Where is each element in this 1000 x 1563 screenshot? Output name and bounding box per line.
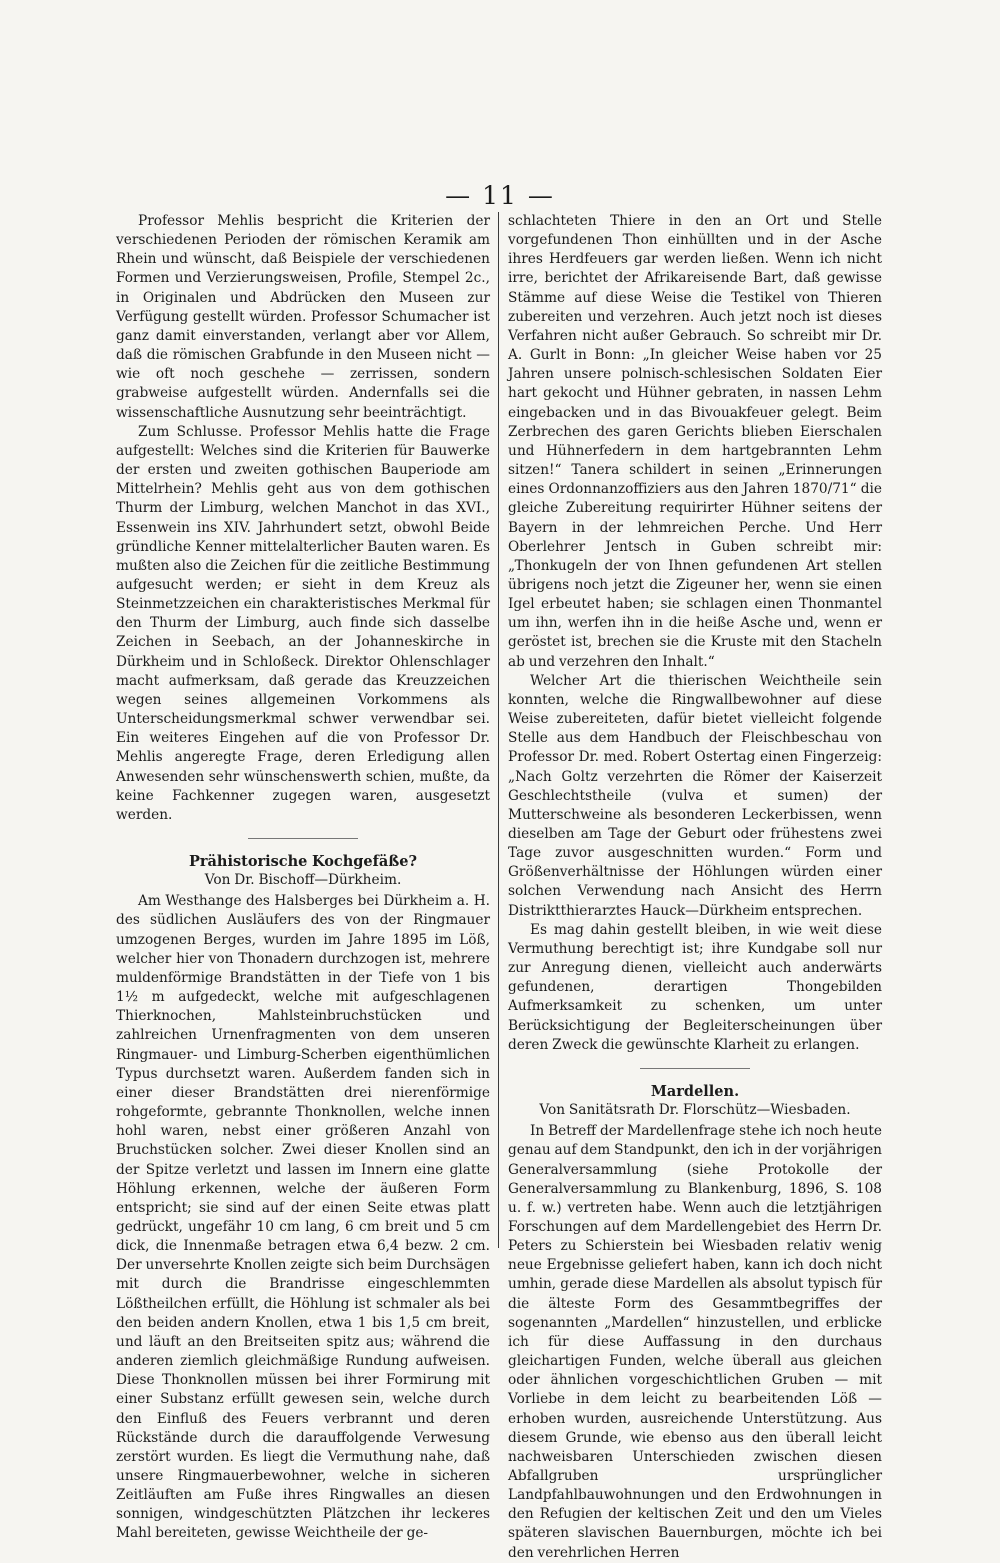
paragraph: In Betreff der Mardellenfrage stehe ich noch heute genau auf dem Standpunkt, den ich in der vorjährigen Generalversammlung (siehe Protokolle der Generalversammlung zu Blankenburg, 1896, S. 108 u. f. w.) vertreten habe. Wenn auch die letztjährigen Forschungen auf dem Mardellengebiet des Herrn Dr. Peters zu Schierstein bei Wiesbaden relativ wenig neue Ergebnisse geliefert haben, kann ich doch nicht umhin, gerade diese Mardellen als absolut typisch für die älteste Form des Gesammtbegriffes der sogenannten „Mardellen“ hinzustellen, und erblicke ich für diese Auffassung in den durchaus gleichartigen Funden, welche überall aus gleichen oder ähnlichen vorgeschichtlichen Gruben — mit Vorliebe in dem leicht zu bearbeitenden Löß — erhoben wurden, ausreichende Unterstützung. Aus diesem Grunde, wie ebenso aus den überall leicht nachweisbaren Unterschieden zwischen diesen Abfallgruben ursprünglicher Landpfahlbauwohnungen und den Erdwohnungen in den Refugien der keltischen Zeit und den um Vieles späteren slavischen Bauernburgen, möchte ich bei den verehrlichen Herren [508, 1123, 882, 1561]
paragraph: Zum Schlusse. Professor Mehlis hatte die Frage aufgestellt: Welches sind die Kriterien für Bauwerke der ersten und zweiten gothischen Bauperiode am Mittelrhein? Mehlis geht aus von dem gothischen Thurm der Limburg, welchen Manchot in das XVI., Essenwein ins XIV. Jahrhundert setzt, obwohl Beide gründliche Kenner mittelalterlicher Bauten waren. Es mußten also die Zeichen für die zeitliche Bestimmung aufgesucht werden; er sieht in dem Kreuz als Steinmetzzeichen ein charakteristisches Merkmal für den Thurm der Limburg, auch finde sich dasselbe Zeichen in Seebach, an der Johanneskirche in Dürkheim und in Schloßeck. Direktor Ohlenschlager macht aufmerksam, daß gerade das Kreuzzeichen wegen seines allgemeinen Vorkommens als Unterscheidungsmerkmal schwer verwendbar sei. Ein weiteres Eingehen auf die von Professor Dr. Mehlis angeregte Frage, deren Erledigung allen Anwesenden sehr wünschenswerth schien, mußte, da keine Fachkenner zugegen waren, ausgesetzt werden. [116, 423, 490, 823]
article-title: Prähistorische Kochgefäße? [188, 853, 418, 870]
article-title: Mardellen. [650, 1082, 740, 1100]
article-byline: Von Sanitätsrath Dr. Florschütz—Wiesbaden. [539, 1102, 851, 1119]
paragraph: Es mag dahin gestellt bleiben, in wie weit diese Vermuthung berechtigt ist; ihre Kundgabe soll nur zur Anregung dienen, vielleicht auch anderwärts gefundenen, derartigen Thongebilden Aufmerksamkeit zu schenken, um unter Berücksichtigung der Begleiterscheinungen über deren Zweck die gewünschte Klarheit zu erlangen. [508, 921, 882, 1053]
section-divider [248, 838, 358, 839]
paragraph: Am Westhange des Halsberges bei Dürkheim a. H. des südlichen Ausläufers des von der Ringmauer umzogenen Berges, wurden im Jahre 1895 im Löß, welcher hier von Thonadern durchzogen ist, mehrere muldenförmige Brandstätten in der Tiefe von 1 bis 1½ m aufgedeckt, welche mit aufgeschlagenen Thierknochen, Mahlsteinbruchstücken und zahlreichen Urnenfragmenten von dem unseren Ringmauer- und Limburg-Scherben eigenthümlichen Typus durchsetzt waren. Außerdem fanden sich in einer dieser Brandstätten drei nierenförmige rohgeformte, gebrannte Thonknollen, welche innen hohl waren, nebst einer größeren Anzahl von Bruchstücken solcher. Zwei dieser Knollen sind an der Spitze verletzt und lassen im Innern eine glatte Höhlung erkennen, welche der äußeren Form entspricht; sie sind auf der einen Seite etwas platt gedrückt, ungefähr 10 cm lang, 6 cm breit und 5 cm dick, die Innenmaße betragen etwa 6,4 bezw. 2 cm. Der unversehrte Knollen zeigte sich beim Durchsägen mit durch die Brandrisse eingeschlemmten Lößtheilchen erfüllt, die Höhlung ist schmaler als bei den beiden andern Knollen, etwa 1 bis 1,5 cm breit, und läuft an den Breitseiten spitz aus; während die anderen ziemlich gleichmäßige Rundung aufweisen. Diese Thonknollen müssen bei ihrer Formirung mit einer Substanz erfüllt gewesen sein, welche durch den Einfluß des Feuers verbrannt und deren Rückstände durch die darauffolgende Verwesung zerstört wurden. Es liegt die Vermuthung nahe, daß unsere Ringmauerbewohner, welche in sicheren Zeitläuften am Fuße ihres Ringwalles an diesen sonnigen, windgeschützten Plätzchen ihr leckeres Mahl bereiteten, gewisse Weichtheile der ge- [116, 893, 490, 1542]
section-divider [640, 1068, 750, 1069]
paragraph: Professor Mehlis bespricht die Kriterien der verschiedenen Perioden der römischen Keramik am Rhein und wünscht, daß Beispiele der verschiedenen Formen und Verzierungsweisen, Profile, Stempel 2c., in Originalen und Abdrücken den Museen zur Verfügung gestellt würden. Professor Schumacher ist ganz damit einverstanden, verlangt aber vor Allem, daß die römischen Grabfunde in den Museen nicht — wie oft noch geschehe — zerrissen, sondern grabweise aufgestellt würden. Andernfalls sei die wissenschaftliche Ausnutzung sehr beeinträchtigt. [116, 213, 490, 421]
column-rule [498, 212, 499, 1248]
paragraph: schlachteten Thiere in den an Ort und Stelle vorgefundenen Thon einhüllten und in der Asche ihres Herdfeuers gar werden ließen. Wenn ich nicht irre, berichtet der Afrikareisende Bart, daß gewisse Stämme auf diese Weise die Testikel von Thieren zubereiten und verzehren. Auch jetzt noch ist dieses Verfahren nicht außer Gebrauch. So schreibt mir Dr. A. Gurlt in Bonn: „In gleicher Weise haben vor 25 Jahren unsere polnisch-schlesischen Soldaten Eier hart gekocht und Hühner gebraten, in nassen Lehm eingebacken und in das Bivouakfeuer gelegt. Beim Zerbrechen des garen Gerichts blieben Eierschalen und Hühnerfedern in dem hartgebrannten Lehm sitzen!“ Tanera schildert in seinen „Erinnerungen eines Ordonnanzoffiziers aus den Jahren 1870/71“ die gleiche Zubereitung requirirter Hühner seitens der Bayern in der lehmreichen Perche. Und Herr Oberlehrer Jentsch in Guben schreibt mir: „Thonkugeln der von Ihnen gefundenen Art stellen übrigens noch jetzt die Zigeuner her, wenn sie einen Igel erbeutet haben; sie schlagen einen Thonmantel um ihn, werfen ihn in die heiße Asche und, wenn er geröstet ist, brechen sie die Kruste mit den Stacheln ab und verzehren den Inhalt.“ [508, 213, 882, 670]
right-column [508, 212, 882, 1563]
left-column [116, 212, 490, 1544]
article-byline: Von Dr. Bischoff—Dürkheim. [204, 872, 402, 889]
page-number: — 11 — [445, 181, 555, 210]
paragraph: Welcher Art die thierischen Weichtheile sein konnten, welche die Ringwallbewohner auf diese Weise zubereiteten, dafür bietet vielleicht folgende Stelle aus dem Handbuch der Fleischbeschau von Professor Dr. med. Robert Ostertag einen Fingerzeig: „Nach Goltz verzehrten die Römer der Kaiserzeit Geschlechtstheile (vulva et sumen) der Mutterschweine als besonderen Leckerbissen, wenn dieselben am Tage der Geburt oder frühestens zwei Tage zuvor ausgeschnitten wurden.“ Form und Größenverhältnisse der Höhlungen würden einer solchen Verwendung nach Ansicht des Herrn Distriktthierarztes Hauck—Dürkheim entsprechen. [508, 672, 882, 919]
